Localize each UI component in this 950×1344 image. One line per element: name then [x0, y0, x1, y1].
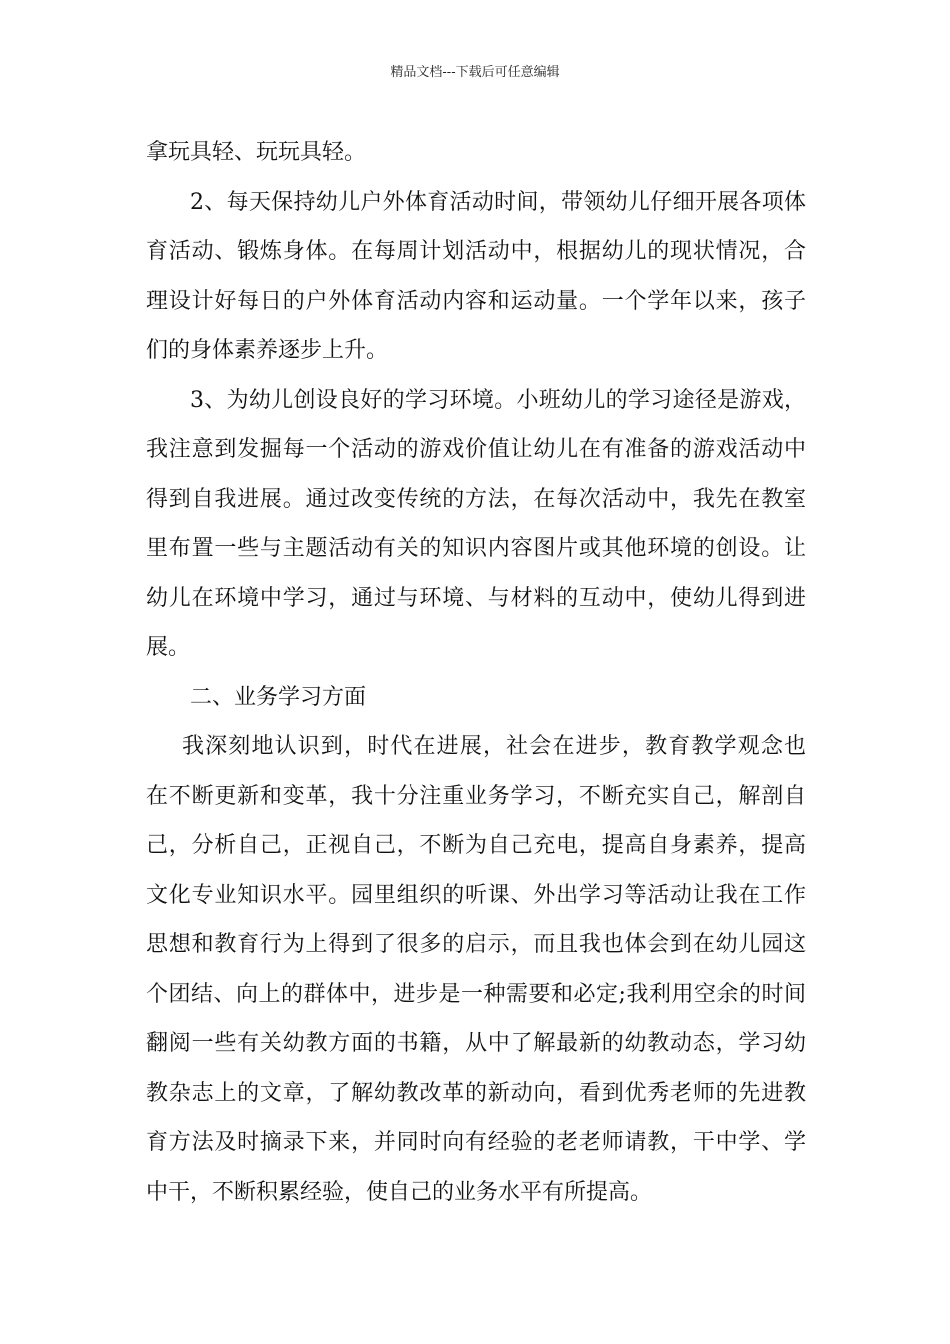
text-line: 育活动、锻炼身体。在每周计划活动中，根据幼儿的现状情况，合: [146, 239, 806, 264]
text-line: 理设计好每日的户外体育活动内容和运动量。一个学年以来，孩子: [146, 288, 806, 314]
text-line: 中干，不断积累经验，使自己的业务水平有所提高。: [146, 1179, 653, 1205]
text-line: 幼儿在环境中学习，通过与环境、与材料的互动中，使幼儿得到进: [146, 585, 806, 611]
text-line: 二、业务学习方面: [190, 684, 367, 710]
text-line: 教杂志上的文章，了解幼教改革的新动向，看到优秀老师的先进教: [146, 1080, 806, 1106]
text-line: 里布置一些与主题活动有关的知识内容图片或其他环境的创设。让: [146, 536, 806, 561]
text-line: 翻阅一些有关幼教方面的书籍，从中了解最新的幼教动态，学习幼: [146, 1031, 806, 1056]
text-line: 们的身体素养逐步上升。: [146, 338, 389, 363]
text-line: 我注意到发掘每一个活动的游戏价值让幼儿在有准备的游戏活动中: [146, 437, 806, 462]
page-header: 精品文档---下载后可任意编辑: [390, 65, 560, 80]
document-body: [146, 128, 806, 1217]
text-line: 拿玩具轻、玩玩具轻。: [146, 140, 367, 165]
text-line: 文化专业知识水平。园里组织的听课、外出学习等活动让我在工作: [146, 882, 806, 908]
text-line: 个团结、向上的群体中，进步是一种需要和必定;我利用空余的时间: [146, 981, 806, 1007]
text-line: 在不断更新和变革，我十分注重业务学习，不断充实自己，解剖自: [146, 783, 806, 809]
text-line: 3、为幼儿创设良好的学习环境。小班幼儿的学习途径是游戏，: [190, 387, 806, 413]
text-line: 我深刻地认识到，时代在进展，社会在进步，教育教学观念也: [182, 734, 806, 759]
text-line: 思想和教育行为上得到了很多的启示，而且我也体会到在幼儿园这: [146, 932, 806, 957]
text-line: 展。: [146, 635, 191, 660]
text-line: 己，分析自己，正视自己，不断为自己充电，提高自身素养，提高: [146, 833, 806, 858]
text-line: 育方法及时摘录下来，并同时向有经验的老老师请教，干中学、学: [146, 1130, 806, 1155]
text-line: 得到自我进展。通过改变传统的方法，在每次活动中，我先在教室: [146, 486, 806, 512]
text-line: 2、每天保持幼儿户外体育活动时间，带领幼儿仔细开展各项体: [190, 189, 806, 215]
